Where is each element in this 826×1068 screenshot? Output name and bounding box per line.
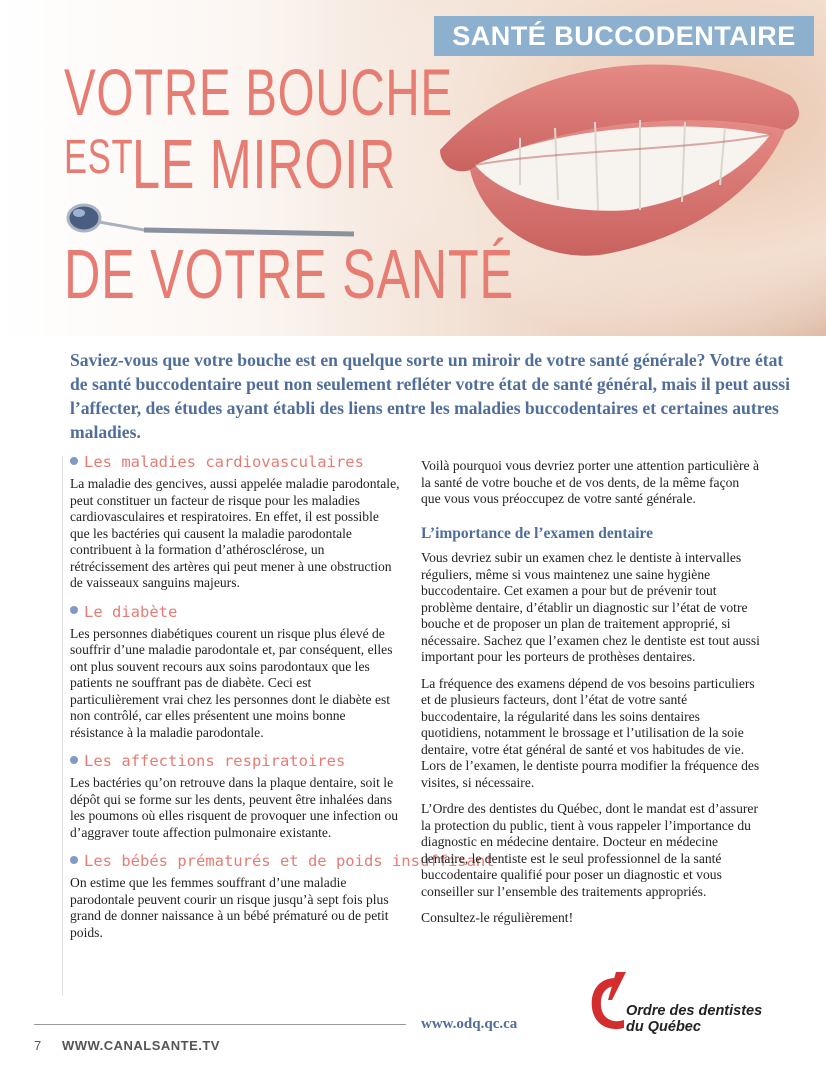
bullet-icon bbox=[70, 856, 78, 864]
column-divider bbox=[62, 456, 63, 996]
headline-line2-small: EST bbox=[64, 131, 134, 184]
section-heading: Le diabète bbox=[70, 602, 400, 622]
bullet-icon bbox=[70, 606, 78, 614]
section-tag: SANTÉ BUCCODENTAIRE bbox=[434, 16, 814, 56]
odq-logo-text: Ordre des dentistes du Québec bbox=[626, 1003, 763, 1035]
section-text: On estime que les femmes souffrant d’une maladie parodontale peuvent courir un risque jusqu’à sept fois plus grand de donner naissance à un bébé prématuré ou de petit poids. bbox=[70, 875, 389, 940]
section-heading: Les bébés prématurés et de poids insuffisant bbox=[70, 851, 400, 871]
section-text: La maladie des gencives, aussi appelée maladie parodontale, peut constituer un facteur de risque pour les maladies cardiovasculaires et respiratoires. En effet, il est possible que les bactéries qui causent la maladie parodontale contribuent à la formation d’athérosclérose, un rétrécissement des artères qui peut mener à une obstruction de vaisseaux sanguins majeurs. bbox=[70, 476, 400, 590]
left-column bbox=[70, 452, 495, 951]
opening-paragraph: Voilà pourquoi vous devriez porter une attention particulière à la santé de votre bouche et de vos dents, de la même façon que vous vous préoccupez de votre santé générale. bbox=[421, 458, 759, 506]
section-heading: Les affections respiratoires bbox=[70, 751, 400, 771]
section-heading: Les maladies cardiovasculaires bbox=[70, 452, 400, 472]
hero-banner bbox=[0, 0, 826, 336]
odq-logo bbox=[586, 970, 786, 1040]
odq-url-link[interactable]: www.odq.qc.ca bbox=[421, 1016, 518, 1032]
headline-line2-big: LE MIROIR bbox=[132, 125, 397, 203]
exam-paragraph-2: La fréquence des examens dépend de vos besoins particuliers et de plusieurs facteurs, dont l’état de votre santé buccodentaire, la régularité dans les soins dentaires quotidiens, notamment le brossage et l’utilisation de la soie dentaire, votre état général de santé et vos habitudes de vie. Lors de l’examen, le dentiste pourra modifier la fréquence des visites, si nécessaire. bbox=[421, 675, 760, 790]
footer-rule bbox=[34, 1024, 406, 1025]
exam-subheading: L’importance de l’examen dentaire bbox=[421, 524, 654, 542]
website-link[interactable]: WWW.CANALSANTE.TV bbox=[62, 1038, 220, 1053]
exam-paragraph-1: Vous devriez subir un examen chez le dentiste à intervalles réguliers, même si vous maintenez une saine hygiène buccodentaire. Cet examen a pour but de prévenir tout problème dentaire, d’établir un diagnostic sur l’état de votre bouche et de proposer un plan de traitement approprié, si nécessaire. Sachez que l’examen chez le dentiste est tout aussi important pour les porteurs de prothèses dentaires. bbox=[421, 550, 760, 664]
headline-line3: DE VOTRE SANTÉ bbox=[64, 235, 514, 313]
exam-paragraph-3: L’Ordre des dentistes du Québec, dont le mandat est d’assurer la protection du public, tient à vous rappeler l’importance du diagnostic en médecine dentaire. Docteur en médecine dentaire, le dentiste est le seul professionnel de la santé buccodentaire qualifié pour poser un diagnostic et vous conseiller sur l’ensemble des traitements appropriés. bbox=[421, 801, 758, 899]
bullet-icon bbox=[70, 457, 78, 465]
page-number: 7 bbox=[34, 1038, 42, 1053]
section-text: Les personnes diabétiques courent un risque plus élevé de souffrir d’une maladie parodontale et, par conséquent, elles ont plus souvent recours aux soins parodontaux que les patients ne souffrant pas de diabète. Ceci est particulièrement vrai chez les personnes dont le diabète est non contrôlé, car elles présentent une moins bonne résistance à la maladie parodontale. bbox=[70, 625, 393, 740]
section-text: Les bactéries qu’on retrouve dans la plaque dentaire, soit le dépôt qui se forme sur les dents, peuvent être inhalées dans les poumons où elles risquent de provoquer une infection ou d’aggraver toute affection pulmonaire existante. bbox=[70, 775, 399, 840]
headline-line1: VOTRE BOUCHE bbox=[64, 55, 453, 129]
intro-paragraph: Saviez-vous que votre bouche est en quelque sorte un miroir de votre santé générale? Votre état de santé buccodentaire peut non seulement refléter votre état de santé général, mais il peut aussi l’affecter, des études ayant établi des liens entre les maladies buccodentaires et certaines autres maladies. bbox=[70, 350, 790, 442]
closing-line: Consultez-le régulièrement! bbox=[421, 910, 574, 925]
bullet-icon bbox=[70, 756, 78, 764]
right-column bbox=[421, 458, 761, 937]
